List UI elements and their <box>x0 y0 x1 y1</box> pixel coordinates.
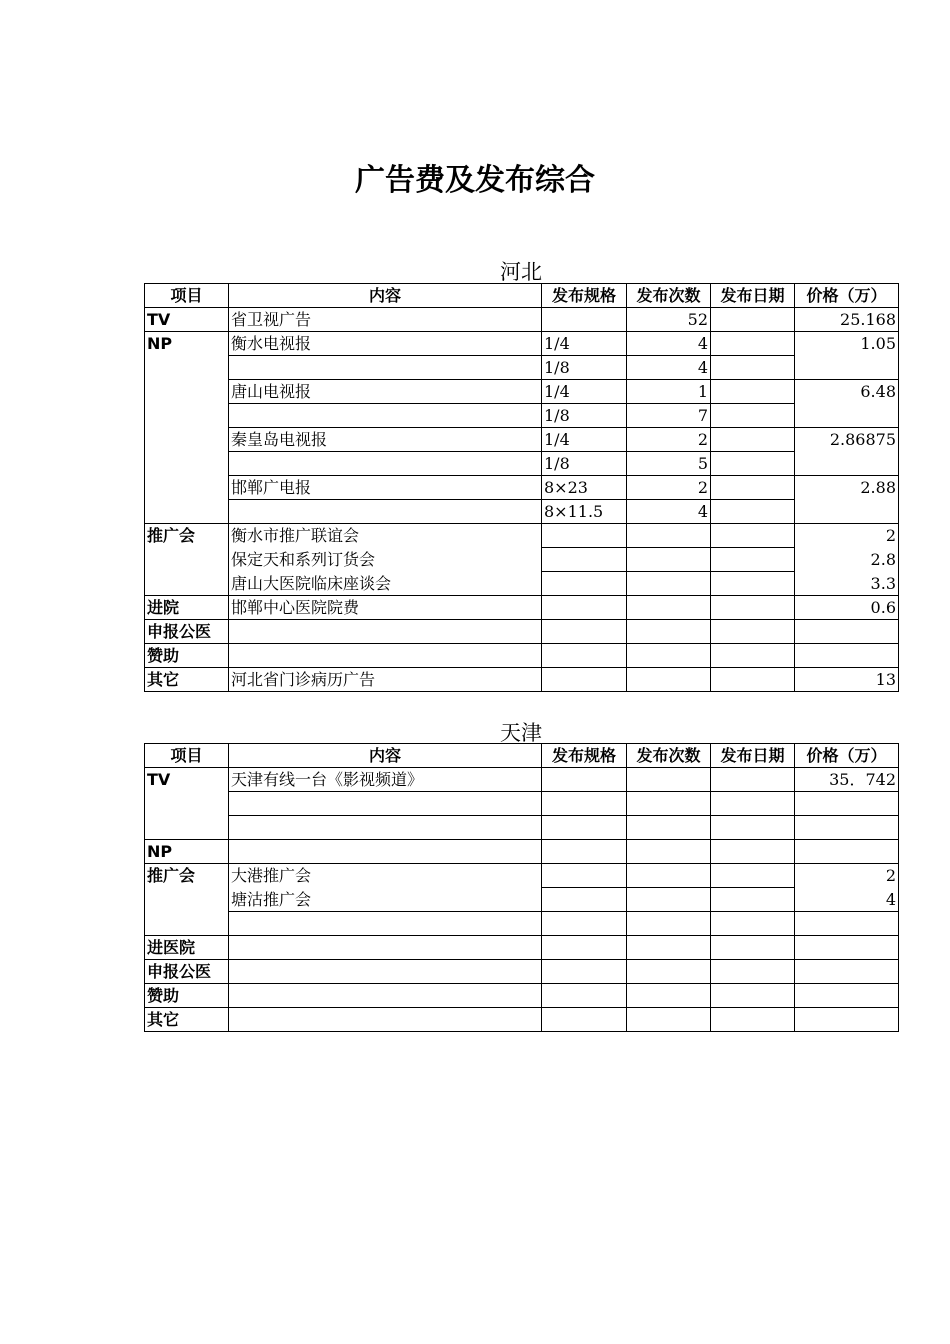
table-row <box>145 404 899 428</box>
spec-cell: 8×11.5 <box>542 500 627 524</box>
date-cell <box>711 936 795 960</box>
count-cell: 1 <box>627 380 711 404</box>
category-hospital: 进医院 <box>145 936 229 960</box>
price-cell: 0.6 <box>795 596 899 620</box>
spec-cell <box>542 792 627 816</box>
table-row <box>145 1008 899 1032</box>
category-hospital: 进院 <box>145 596 229 620</box>
content-cell: 保定天和系列订货会 <box>229 548 542 572</box>
table-row <box>145 768 899 792</box>
table-row <box>145 792 899 816</box>
category-other: 其它 <box>145 668 229 692</box>
header-count: 发布次数 <box>627 744 711 768</box>
count-cell <box>627 668 711 692</box>
table-row <box>145 332 899 356</box>
price-cell <box>795 1008 899 1032</box>
count-cell <box>627 548 711 572</box>
content-cell: 天津有线一台《影视频道》 <box>229 768 542 792</box>
content-cell: 塘沽推广会 <box>229 888 542 912</box>
table-row <box>145 816 899 840</box>
spec-cell: 1/8 <box>542 356 627 380</box>
date-cell <box>711 960 795 984</box>
date-cell <box>711 596 795 620</box>
count-cell: 2 <box>627 428 711 452</box>
table-row <box>145 864 899 888</box>
table-row <box>145 380 899 404</box>
category-sponsor: 赞助 <box>145 984 229 1008</box>
header-spec: 发布规格 <box>542 284 627 308</box>
header-content: 内容 <box>229 744 542 768</box>
content-cell <box>229 984 542 1008</box>
table-row <box>145 452 899 476</box>
table-row <box>145 644 899 668</box>
date-cell <box>711 1008 795 1032</box>
table-row <box>145 356 899 380</box>
price-cell: 6.48 <box>795 380 899 428</box>
spec-cell: 1/8 <box>542 452 627 476</box>
content-cell <box>229 840 542 864</box>
category-tv: TV <box>145 768 229 840</box>
category-tv: TV <box>145 308 229 332</box>
table-row <box>145 476 899 500</box>
spec-cell <box>542 596 627 620</box>
category-promo: 推广会 <box>145 864 229 936</box>
table-row <box>145 548 899 572</box>
category-report: 申报公医 <box>145 620 229 644</box>
count-cell <box>627 620 711 644</box>
spec-cell: 8×23 <box>542 476 627 500</box>
table-row <box>145 936 899 960</box>
price-cell: 25.168 <box>795 308 899 332</box>
category-report: 申报公医 <box>145 960 229 984</box>
price-cell: 3.3 <box>795 572 899 596</box>
spec-cell <box>542 548 627 572</box>
spec-cell <box>542 308 627 332</box>
spec-cell <box>542 644 627 668</box>
count-cell: 4 <box>627 500 711 524</box>
price-cell <box>795 960 899 984</box>
content-cell: 邯郸广电报 <box>229 476 542 500</box>
content-cell: 河北省门诊病历广告 <box>229 668 542 692</box>
spec-cell: 1/8 <box>542 404 627 428</box>
table-row <box>145 308 899 332</box>
date-cell <box>711 840 795 864</box>
price-cell: 2.8 <box>795 548 899 572</box>
table-row <box>145 620 899 644</box>
count-cell <box>627 1008 711 1032</box>
count-cell <box>627 840 711 864</box>
hebei-table <box>144 283 899 692</box>
price-cell: 35．742 <box>795 768 899 792</box>
content-cell <box>229 644 542 668</box>
price-cell <box>795 792 899 816</box>
count-cell <box>627 984 711 1008</box>
count-cell <box>627 644 711 668</box>
count-cell: 4 <box>627 356 711 380</box>
spec-cell <box>542 984 627 1008</box>
date-cell <box>711 792 795 816</box>
count-cell <box>627 524 711 548</box>
table-row <box>145 596 899 620</box>
date-cell <box>711 668 795 692</box>
price-cell: 1.05 <box>795 332 899 380</box>
spec-cell <box>542 768 627 792</box>
count-cell <box>627 596 711 620</box>
price-cell <box>795 644 899 668</box>
price-cell: 13 <box>795 668 899 692</box>
price-cell: 4 <box>795 888 899 912</box>
category-np: NP <box>145 840 229 864</box>
price-cell <box>795 816 899 840</box>
price-cell: 2.88 <box>795 476 899 524</box>
count-cell <box>627 912 711 936</box>
header-content: 内容 <box>229 284 542 308</box>
category-sponsor: 赞助 <box>145 644 229 668</box>
table-row <box>145 960 899 984</box>
table-row <box>145 524 899 548</box>
content-cell: 衡水市推广联谊会 <box>229 524 542 548</box>
date-cell <box>711 404 795 428</box>
count-cell <box>627 960 711 984</box>
content-cell: 邯郸中心医院院费 <box>229 596 542 620</box>
count-cell <box>627 816 711 840</box>
category-np: NP <box>145 332 229 524</box>
date-cell <box>711 356 795 380</box>
header-date: 发布日期 <box>711 284 795 308</box>
table-row <box>145 888 899 912</box>
date-cell <box>711 888 795 912</box>
header-date: 发布日期 <box>711 744 795 768</box>
section-title-hebei: 河北 <box>500 260 542 284</box>
content-cell <box>229 404 542 428</box>
date-cell <box>711 572 795 596</box>
date-cell <box>711 452 795 476</box>
table-row <box>145 984 899 1008</box>
price-cell <box>795 620 899 644</box>
count-cell <box>627 572 711 596</box>
count-cell <box>627 936 711 960</box>
header-spec: 发布规格 <box>542 744 627 768</box>
content-cell: 唐山大医院临床座谈会 <box>229 572 542 596</box>
content-cell <box>229 500 542 524</box>
date-cell <box>711 864 795 888</box>
price-cell <box>795 936 899 960</box>
date-cell <box>711 912 795 936</box>
header-row <box>145 744 899 768</box>
category-other: 其它 <box>145 1008 229 1032</box>
date-cell <box>711 524 795 548</box>
content-cell: 大港推广会 <box>229 864 542 888</box>
table-row <box>145 840 899 864</box>
content-cell <box>229 816 542 840</box>
spec-cell <box>542 936 627 960</box>
count-cell: 5 <box>627 452 711 476</box>
header-item: 项目 <box>145 744 229 768</box>
table-row <box>145 500 899 524</box>
price-cell <box>795 840 899 864</box>
content-cell <box>229 960 542 984</box>
table-row <box>145 572 899 596</box>
date-cell <box>711 548 795 572</box>
count-cell: 2 <box>627 476 711 500</box>
header-price: 价格（万） <box>795 284 899 308</box>
price-cell <box>795 984 899 1008</box>
price-cell: 2.86875 <box>795 428 899 476</box>
content-cell: 唐山电视报 <box>229 380 542 404</box>
content-cell: 省卫视广告 <box>229 308 542 332</box>
count-cell <box>627 888 711 912</box>
header-item: 项目 <box>145 284 229 308</box>
page-title: 广告费及发布综合 <box>355 163 595 198</box>
table-row <box>145 912 899 936</box>
count-cell <box>627 792 711 816</box>
header-row <box>145 284 899 308</box>
content-cell <box>229 356 542 380</box>
count-cell: 7 <box>627 404 711 428</box>
date-cell <box>711 380 795 404</box>
header-count: 发布次数 <box>627 284 711 308</box>
date-cell <box>711 500 795 524</box>
spec-cell: 1/4 <box>542 428 627 452</box>
date-cell <box>711 984 795 1008</box>
content-cell: 秦皇岛电视报 <box>229 428 542 452</box>
spec-cell <box>542 572 627 596</box>
price-cell: 2 <box>795 524 899 548</box>
count-cell: 52 <box>627 308 711 332</box>
price-cell <box>795 912 899 936</box>
table-row <box>145 668 899 692</box>
spec-cell <box>542 668 627 692</box>
count-cell <box>627 768 711 792</box>
header-price: 价格（万） <box>795 744 899 768</box>
table-row <box>145 428 899 452</box>
category-promo: 推广会 <box>145 524 229 596</box>
content-cell <box>229 452 542 476</box>
tianjin-table <box>144 743 899 1032</box>
date-cell <box>711 476 795 500</box>
spec-cell: 1/4 <box>542 332 627 356</box>
spec-cell <box>542 1008 627 1032</box>
count-cell: 4 <box>627 332 711 356</box>
count-cell <box>627 864 711 888</box>
spec-cell <box>542 620 627 644</box>
content-cell <box>229 1008 542 1032</box>
section-title-tianjin: 天津 <box>500 721 542 745</box>
date-cell <box>711 644 795 668</box>
spec-cell: 1/4 <box>542 380 627 404</box>
content-cell: 衡水电视报 <box>229 332 542 356</box>
date-cell <box>711 768 795 792</box>
date-cell <box>711 332 795 356</box>
spec-cell <box>542 816 627 840</box>
price-cell: 2 <box>795 864 899 888</box>
content-cell <box>229 912 542 936</box>
content-cell <box>229 936 542 960</box>
content-cell <box>229 620 542 644</box>
spec-cell <box>542 524 627 548</box>
date-cell <box>711 620 795 644</box>
date-cell <box>711 308 795 332</box>
date-cell <box>711 428 795 452</box>
content-cell <box>229 792 542 816</box>
date-cell <box>711 816 795 840</box>
spec-cell <box>542 864 627 888</box>
spec-cell <box>542 912 627 936</box>
spec-cell <box>542 960 627 984</box>
spec-cell <box>542 840 627 864</box>
spec-cell <box>542 888 627 912</box>
